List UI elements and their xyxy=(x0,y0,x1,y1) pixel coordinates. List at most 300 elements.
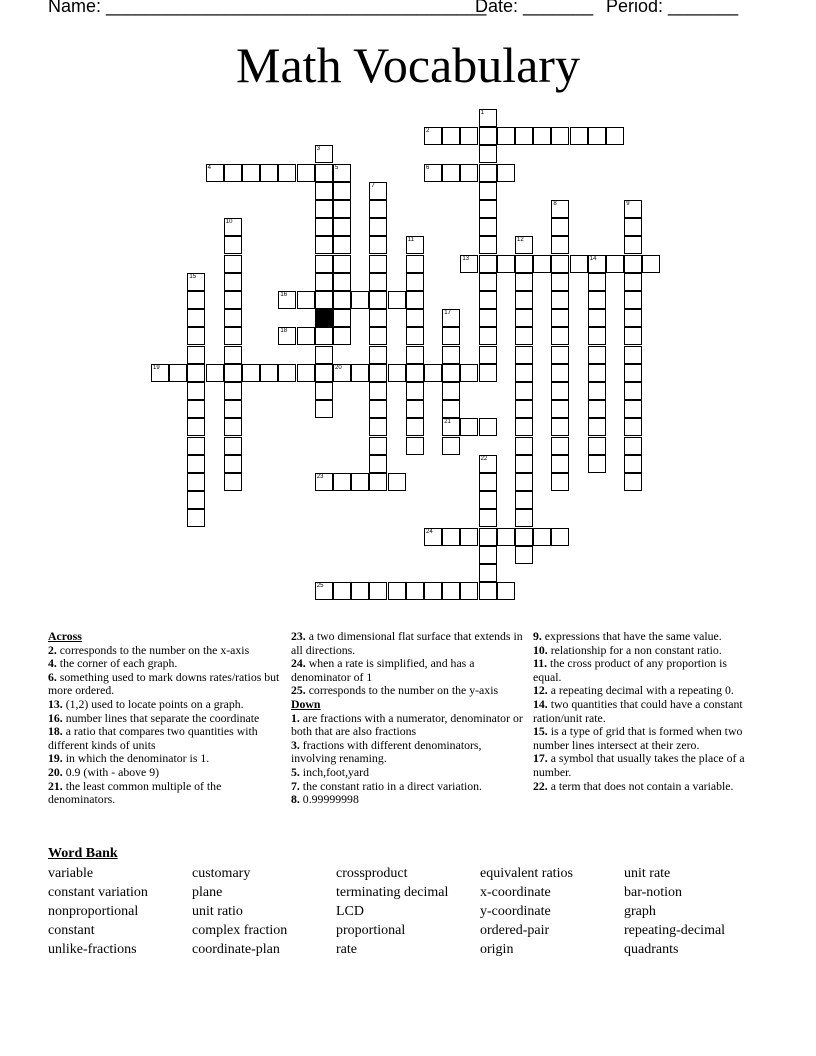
crossword-cell[interactable] xyxy=(242,164,260,182)
crossword-cell[interactable] xyxy=(515,382,533,400)
crossword-cell[interactable] xyxy=(333,236,351,254)
crossword-cell[interactable] xyxy=(278,291,296,309)
crossword-cell[interactable] xyxy=(224,309,242,327)
crossword-cell[interactable] xyxy=(479,528,497,546)
crossword-cell[interactable] xyxy=(479,236,497,254)
clue-number: 15 xyxy=(189,273,197,280)
clue-number: 16 xyxy=(280,292,288,298)
crossword-cell[interactable] xyxy=(551,473,569,491)
crossword-cell[interactable] xyxy=(224,273,242,291)
crossword-cell[interactable] xyxy=(224,236,242,254)
crossword-cell[interactable] xyxy=(333,582,351,600)
word-bank-item: unit ratio xyxy=(192,904,243,919)
crossword-cell[interactable] xyxy=(624,236,642,254)
crossword-cell[interactable] xyxy=(624,418,642,436)
crossword-cell[interactable] xyxy=(333,327,351,345)
crossword-cell[interactable] xyxy=(515,400,533,418)
crossword-cell[interactable] xyxy=(442,164,460,182)
crossword-cell[interactable] xyxy=(515,437,533,455)
crossword-cell[interactable] xyxy=(460,582,478,600)
across-clue: 16. number lines that separate the coordinate xyxy=(48,710,260,725)
word-bank-item: customary xyxy=(192,866,251,881)
crossword-cell[interactable] xyxy=(315,582,333,600)
crossword-cell[interactable] xyxy=(315,400,333,418)
crossword-cell[interactable] xyxy=(315,164,333,182)
crossword-cell[interactable] xyxy=(406,437,424,455)
down-clue: 7. the constant ratio in a direct variation. xyxy=(291,778,482,793)
down-heading: Down xyxy=(291,696,321,711)
crossword-cell[interactable] xyxy=(479,418,497,436)
crossword-cell[interactable] xyxy=(187,291,205,309)
crossword-cell[interactable] xyxy=(624,473,642,491)
crossword-cell[interactable] xyxy=(551,327,569,345)
crossword-cell[interactable] xyxy=(333,182,351,200)
crossword-cell[interactable] xyxy=(151,364,169,382)
word-bank-item: unlike-fractions xyxy=(48,942,137,957)
across-clue: 25. corresponds to the number on the y-axis xyxy=(291,683,499,698)
crossword-cell[interactable] xyxy=(588,455,606,473)
crossword-cell[interactable] xyxy=(551,528,569,546)
crossword-cell[interactable] xyxy=(624,455,642,473)
black-square xyxy=(315,309,333,327)
crossword-cell[interactable] xyxy=(624,255,642,273)
word-bank-item: unit rate xyxy=(624,866,671,881)
clue-number: 7 xyxy=(371,182,375,189)
crossword-cell[interactable] xyxy=(224,473,242,491)
crossword-cell[interactable] xyxy=(551,346,569,364)
crossword-cell[interactable] xyxy=(369,218,387,236)
crossword-cell[interactable] xyxy=(533,127,551,145)
crossword-cell[interactable] xyxy=(242,364,260,382)
crossword-cell[interactable] xyxy=(406,309,424,327)
crossword-cell[interactable] xyxy=(515,346,533,364)
word-bank-item: coordinate-plan xyxy=(192,942,280,957)
crossword-cell[interactable] xyxy=(588,309,606,327)
crossword-cell[interactable] xyxy=(515,491,533,509)
crossword-cell[interactable] xyxy=(515,418,533,436)
word-bank-item: repeating-decimal xyxy=(624,923,726,938)
crossword-cell[interactable] xyxy=(551,127,569,145)
clue-number: 13 xyxy=(462,255,470,262)
crossword-cell[interactable] xyxy=(588,437,606,455)
crossword-cell[interactable] xyxy=(315,382,333,400)
clue-number: 20 xyxy=(335,364,342,371)
crossword-cell[interactable] xyxy=(187,418,205,436)
word-bank-item: variable xyxy=(48,866,94,881)
crossword-cell[interactable] xyxy=(551,273,569,291)
crossword-cell[interactable] xyxy=(479,255,497,273)
crossword-cell[interactable] xyxy=(224,327,242,345)
crossword-cell[interactable] xyxy=(479,127,497,145)
word-bank-column xyxy=(624,864,725,959)
crossword-cell[interactable] xyxy=(333,273,351,291)
crossword-cell[interactable] xyxy=(551,255,569,273)
crossword-cell[interactable] xyxy=(442,327,460,345)
word-bank-item: constant xyxy=(48,923,95,938)
crossword-cell[interactable] xyxy=(479,582,497,600)
crossword-cell[interactable] xyxy=(297,327,315,345)
crossword-cell[interactable] xyxy=(333,473,351,491)
crossword-cell[interactable] xyxy=(460,164,478,182)
crossword-cell[interactable] xyxy=(187,509,205,527)
date-field[interactable]: Date: _______ xyxy=(475,0,594,16)
crossword-cell[interactable] xyxy=(588,418,606,436)
crossword-cell[interactable] xyxy=(260,164,278,182)
crossword-cell[interactable] xyxy=(479,218,497,236)
crossword-cell[interactable] xyxy=(460,255,478,273)
clue-number: 4 xyxy=(207,164,211,171)
crossword-cell[interactable] xyxy=(551,364,569,382)
crossword-cell[interactable] xyxy=(224,437,242,455)
crossword-cell[interactable] xyxy=(588,327,606,345)
crossword-cell[interactable] xyxy=(515,327,533,345)
crossword-cell[interactable] xyxy=(406,418,424,436)
crossword-cell[interactable] xyxy=(442,382,460,400)
crossword-cell[interactable] xyxy=(588,364,606,382)
crossword-cell[interactable] xyxy=(406,291,424,309)
word-bank-item: equivalent ratios xyxy=(480,866,573,881)
down-clue: 5. inch,foot,yard xyxy=(291,764,369,779)
crossword-cell[interactable] xyxy=(624,382,642,400)
word-bank-item: plane xyxy=(192,885,223,900)
crossword-cell[interactable] xyxy=(333,309,351,327)
crossword-cell[interactable] xyxy=(278,164,296,182)
crossword-cell[interactable] xyxy=(515,273,533,291)
crossword-cell[interactable] xyxy=(297,291,315,309)
crossword-cell[interactable] xyxy=(187,400,205,418)
crossword-cell[interactable] xyxy=(187,364,205,382)
crossword-cell[interactable] xyxy=(187,437,205,455)
crossword-cell[interactable] xyxy=(624,200,642,218)
down-clue: 11. the cross product of any proportion is equal. xyxy=(533,656,727,684)
name-field[interactable]: Name: ______________________________________ xyxy=(48,0,487,16)
crossword-cell[interactable] xyxy=(533,255,551,273)
crossword-cell[interactable] xyxy=(187,382,205,400)
crossword-cell[interactable] xyxy=(442,418,460,436)
crossword-cell[interactable] xyxy=(224,218,242,236)
crossword-cell[interactable] xyxy=(497,528,515,546)
crossword-cell[interactable] xyxy=(551,455,569,473)
crossword-cell[interactable] xyxy=(333,164,351,182)
crossword-cell[interactable] xyxy=(624,218,642,236)
crossword-cell[interactable] xyxy=(224,291,242,309)
word-bank-item: bar-notion xyxy=(624,885,683,900)
crossword-cell[interactable] xyxy=(369,455,387,473)
crossword-cell[interactable] xyxy=(515,127,533,145)
crossword-cell[interactable] xyxy=(479,164,497,182)
crossword-cell[interactable] xyxy=(551,200,569,218)
crossword-cell[interactable] xyxy=(369,255,387,273)
across-clue: 20. 0.9 (with - above 9) xyxy=(48,764,160,779)
crossword-cell[interactable] xyxy=(351,364,369,382)
clue-number: 24 xyxy=(426,528,433,535)
crossword-cell[interactable] xyxy=(515,546,533,564)
clue-number: 11 xyxy=(407,237,415,244)
crossword-cell[interactable] xyxy=(169,364,187,382)
crossword-cell[interactable] xyxy=(515,255,533,273)
crossword-cell[interactable] xyxy=(479,564,497,582)
crossword-cell[interactable] xyxy=(333,218,351,236)
crossword-cell[interactable] xyxy=(315,182,333,200)
crossword-cell[interactable] xyxy=(442,400,460,418)
crossword-cell[interactable] xyxy=(551,309,569,327)
crossword-cell[interactable] xyxy=(515,291,533,309)
crossword-cell[interactable] xyxy=(315,200,333,218)
crossword-cell[interactable] xyxy=(515,309,533,327)
across-clue: 18. a ratio that compares two quantities with different kinds of units xyxy=(48,724,258,752)
down-clue: 17. a symbol that usually takes the place of a number. xyxy=(533,751,745,779)
crossword-cell[interactable] xyxy=(442,437,460,455)
crossword-cell[interactable] xyxy=(297,164,315,182)
word-bank-item: graph xyxy=(624,904,656,919)
word-bank-heading: Word Bank xyxy=(48,846,118,861)
word-bank-item: proportional xyxy=(336,923,406,938)
across-clue: 13. (1,2) used to locate points on a graph. xyxy=(48,696,244,711)
crossword-cell[interactable] xyxy=(460,528,478,546)
crossword-cell[interactable] xyxy=(588,400,606,418)
across-clue: 4. the corner of each graph. xyxy=(48,656,178,671)
crossword-cell[interactable] xyxy=(479,509,497,527)
crossword-cell[interactable] xyxy=(479,109,497,127)
across-heading: Across xyxy=(48,629,82,643)
crossword-cell[interactable] xyxy=(460,364,478,382)
crossword-cell[interactable] xyxy=(406,327,424,345)
crossword-cell[interactable] xyxy=(315,273,333,291)
crossword-cell[interactable] xyxy=(442,309,460,327)
crossword-cell[interactable] xyxy=(479,200,497,218)
crossword-cell[interactable] xyxy=(424,164,442,182)
crossword-cell[interactable] xyxy=(224,346,242,364)
crossword-cell[interactable] xyxy=(369,182,387,200)
crossword-cell[interactable] xyxy=(369,437,387,455)
crossword-cell[interactable] xyxy=(515,528,533,546)
crossword-cell[interactable] xyxy=(479,309,497,327)
crossword-cell[interactable] xyxy=(351,582,369,600)
crossword-cell[interactable] xyxy=(515,473,533,491)
crossword-cell[interactable] xyxy=(369,309,387,327)
word-bank-item: complex fraction xyxy=(192,923,288,938)
crossword-cell[interactable] xyxy=(460,418,478,436)
crossword-cell[interactable] xyxy=(442,346,460,364)
crossword-cell[interactable] xyxy=(187,455,205,473)
crossword-cell[interactable] xyxy=(606,127,624,145)
crossword-cell[interactable] xyxy=(187,309,205,327)
crossword-cell[interactable] xyxy=(588,346,606,364)
clue-number: 17 xyxy=(444,310,451,317)
crossword-cell[interactable] xyxy=(624,437,642,455)
crossword-cell[interactable] xyxy=(497,164,515,182)
word-bank-item: LCD xyxy=(336,904,364,919)
crossword-cell[interactable] xyxy=(479,327,497,345)
crossword-cell[interactable] xyxy=(278,364,296,382)
crossword-cell[interactable] xyxy=(369,582,387,600)
period-field[interactable]: Period: _______ xyxy=(606,0,739,16)
crossword-cell[interactable] xyxy=(497,127,515,145)
crossword-cell[interactable] xyxy=(224,400,242,418)
crossword-cell[interactable] xyxy=(588,127,606,145)
crossword-cell[interactable] xyxy=(551,418,569,436)
crossword-cell[interactable] xyxy=(570,127,588,145)
crossword-cell[interactable] xyxy=(315,236,333,254)
crossword-cell[interactable] xyxy=(369,291,387,309)
clue-number: 6 xyxy=(426,164,430,171)
crossword-cell[interactable] xyxy=(479,364,497,382)
crossword-cell[interactable] xyxy=(642,255,660,273)
down-clue: 1. are fractions with a numerator, denominator or both that are also fractions xyxy=(291,710,523,739)
crossword-cell[interactable] xyxy=(388,291,406,309)
crossword-cell[interactable] xyxy=(479,273,497,291)
crossword-cell[interactable] xyxy=(224,364,242,382)
crossword-cell[interactable] xyxy=(369,364,387,382)
crossword-cell[interactable] xyxy=(388,473,406,491)
crossword-cell[interactable] xyxy=(424,364,442,382)
crossword-cell[interactable] xyxy=(479,145,497,163)
clue-number: 18 xyxy=(280,328,288,335)
crossword-cell[interactable] xyxy=(315,327,333,345)
crossword-cell[interactable] xyxy=(588,291,606,309)
crossword-cell[interactable] xyxy=(224,255,242,273)
crossword-cell[interactable] xyxy=(369,418,387,436)
crossword-cell[interactable] xyxy=(551,218,569,236)
crossword-cell[interactable] xyxy=(315,364,333,382)
crossword-cell[interactable] xyxy=(442,528,460,546)
crossword-cell[interactable] xyxy=(497,582,515,600)
crossword-cell[interactable] xyxy=(460,127,478,145)
down-clue: 3. fractions with different denominators, involving renaming. xyxy=(291,737,482,766)
crossword-cell[interactable] xyxy=(224,164,242,182)
crossword-cell[interactable] xyxy=(479,346,497,364)
crossword-cell[interactable] xyxy=(315,291,333,309)
crossword-cell[interactable] xyxy=(624,291,642,309)
crossword-cell[interactable] xyxy=(515,364,533,382)
crossword-cell[interactable] xyxy=(333,255,351,273)
crossword-cell[interactable] xyxy=(315,145,333,163)
crossword-cell[interactable] xyxy=(588,255,606,273)
crossword-cell[interactable] xyxy=(406,364,424,382)
crossword-cell[interactable] xyxy=(224,455,242,473)
crossword-cell[interactable] xyxy=(479,491,497,509)
crossword-cell[interactable] xyxy=(187,327,205,345)
clue-number: 8 xyxy=(553,201,557,207)
crossword-cell[interactable] xyxy=(624,346,642,364)
crossword-cell[interactable] xyxy=(278,327,296,345)
crossword-cell[interactable] xyxy=(551,291,569,309)
crossword-cell[interactable] xyxy=(424,127,442,145)
crossword-cell[interactable] xyxy=(624,309,642,327)
crossword-cell[interactable] xyxy=(606,255,624,273)
clue-number: 12 xyxy=(517,237,524,244)
crossword-cell[interactable] xyxy=(424,582,442,600)
crossword-cell[interactable] xyxy=(424,528,442,546)
crossword-cell[interactable] xyxy=(551,400,569,418)
crossword-cell[interactable] xyxy=(224,418,242,436)
crossword-cell[interactable] xyxy=(333,291,351,309)
crossword-cell[interactable] xyxy=(187,273,205,291)
crossword-cell[interactable] xyxy=(369,200,387,218)
crossword-cell[interactable] xyxy=(406,400,424,418)
crossword-cell[interactable] xyxy=(315,255,333,273)
crossword-cell[interactable] xyxy=(388,364,406,382)
crossword-cell[interactable] xyxy=(624,400,642,418)
crossword-cell[interactable] xyxy=(406,236,424,254)
crossword-cell[interactable] xyxy=(479,182,497,200)
crossword-cell[interactable] xyxy=(369,382,387,400)
crossword-cell[interactable] xyxy=(479,546,497,564)
crossword-cell[interactable] xyxy=(624,273,642,291)
word-bank-item: x-coordinate xyxy=(480,885,551,900)
crossword-cell[interactable] xyxy=(406,346,424,364)
crossword-cell[interactable] xyxy=(206,164,224,182)
crossword-cell[interactable] xyxy=(187,346,205,364)
crossword-cell[interactable] xyxy=(624,327,642,345)
crossword-cell[interactable] xyxy=(588,273,606,291)
crossword-cell[interactable] xyxy=(351,473,369,491)
crossword-cell[interactable] xyxy=(624,364,642,382)
crossword-cell[interactable] xyxy=(224,382,242,400)
crossword-cell[interactable] xyxy=(369,473,387,491)
crossword-cell[interactable] xyxy=(406,582,424,600)
crossword-cell[interactable] xyxy=(369,400,387,418)
crossword-cell[interactable] xyxy=(551,437,569,455)
word-bank-item: ordered-pair xyxy=(480,923,550,938)
crossword-cell[interactable] xyxy=(551,236,569,254)
crossword-cell[interactable] xyxy=(369,236,387,254)
crossword-cell[interactable] xyxy=(333,200,351,218)
crossword-cell[interactable] xyxy=(588,382,606,400)
crossword-cell[interactable] xyxy=(515,455,533,473)
crossword-cell[interactable] xyxy=(406,273,424,291)
crossword-cell[interactable] xyxy=(533,528,551,546)
crossword-cell[interactable] xyxy=(369,327,387,345)
crossword-cell[interactable] xyxy=(479,455,497,473)
crossword-cell[interactable] xyxy=(187,473,205,491)
word-bank-item: terminating decimal xyxy=(336,885,449,900)
crossword-cell[interactable] xyxy=(388,582,406,600)
across-clue: 19. in which the denominator is 1. xyxy=(48,751,210,766)
crossword-cell[interactable] xyxy=(442,582,460,600)
word-bank-item: constant variation xyxy=(48,885,148,900)
crossword-cell[interactable] xyxy=(333,364,351,382)
word-bank-column xyxy=(480,864,573,959)
clues-column-3 xyxy=(533,630,758,793)
crossword-cell[interactable] xyxy=(297,364,315,382)
crossword-cell[interactable] xyxy=(260,364,278,382)
crossword-cell[interactable] xyxy=(315,346,333,364)
crossword-cell[interactable] xyxy=(479,291,497,309)
crossword-cell[interactable] xyxy=(551,382,569,400)
crossword-cell[interactable] xyxy=(315,218,333,236)
crossword-cell[interactable] xyxy=(187,491,205,509)
crossword-cell[interactable] xyxy=(369,346,387,364)
crossword-cell[interactable] xyxy=(351,291,369,309)
crossword-cell[interactable] xyxy=(570,255,588,273)
crossword-cell[interactable] xyxy=(515,236,533,254)
crossword-cell[interactable] xyxy=(479,473,497,491)
crossword-cell[interactable] xyxy=(442,364,460,382)
crossword-cell[interactable] xyxy=(497,255,515,273)
clue-number: 10 xyxy=(225,219,233,226)
crossword-cell[interactable] xyxy=(206,364,224,382)
crossword-cell[interactable] xyxy=(442,127,460,145)
down-clue: 22. a term that does not contain a variable. xyxy=(533,778,734,793)
crossword-cell[interactable] xyxy=(315,473,333,491)
crossword-cell[interactable] xyxy=(406,255,424,273)
word-bank-item: crossproduct xyxy=(336,866,408,881)
clues-column-2 xyxy=(291,630,523,807)
crossword-cell[interactable] xyxy=(369,273,387,291)
crossword-cell[interactable] xyxy=(515,509,533,527)
crossword-cell[interactable] xyxy=(406,382,424,400)
